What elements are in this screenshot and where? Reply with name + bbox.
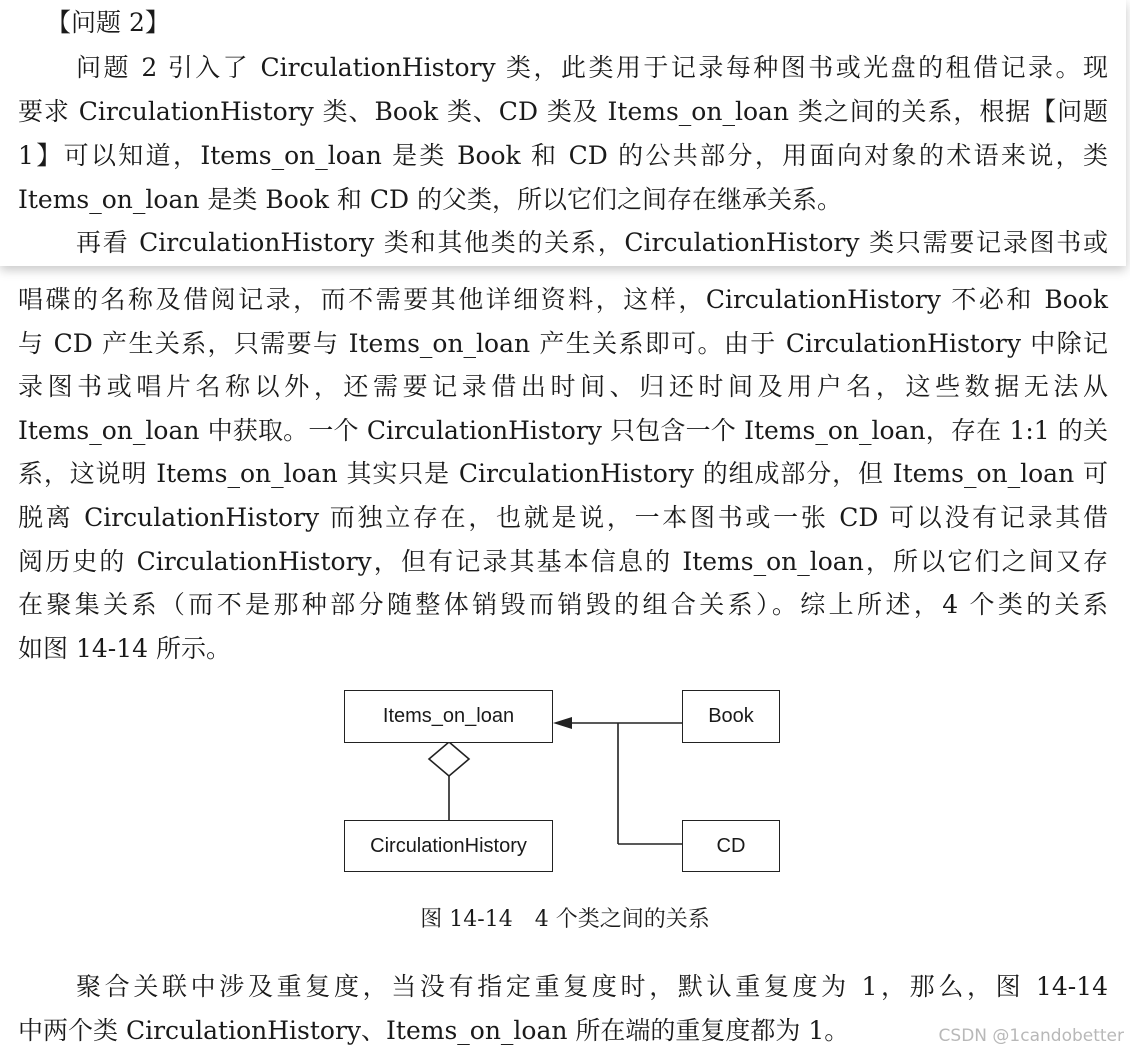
paragraph-line: 阅历史的 CirculationHistory，但有记录其基本信息的 Items_on_loan，所以它们之间又存 xyxy=(18,547,1108,576)
section-heading: 【问题 2】 xyxy=(46,8,170,37)
paragraph-line: 唱碟的名称及借阅记录，而不需要其他详细资料，这样，CirculationHistory 不必和 Book xyxy=(18,285,1108,314)
class-items-on-loan: Items_on_loan xyxy=(344,690,553,743)
paragraph-line: 再看 CirculationHistory 类和其他类的关系，CirculationHistory 类只需要记录图书或 xyxy=(76,228,1108,257)
paragraph-line: 系，这说明 Items_on_loan 其实只是 CirculationHistory 的组成部分，但 Items_on_loan 可 xyxy=(18,459,1108,488)
paragraph-line: 要求 CirculationHistory 类、Book 类、CD 类及 Items_on_loan 类之间的关系，根据【问题 xyxy=(18,97,1108,126)
paragraph-line: 脱离 CirculationHistory 而独立存在，也就是说，一本图书或一张 CD 可以没有记录其借 xyxy=(18,503,1108,532)
paragraph-line: 中两个类 CirculationHistory、Items_on_loan 所在端的重复度都为 1。 xyxy=(18,1016,850,1045)
class-circulation-history: CirculationHistory xyxy=(344,820,553,872)
paragraph-line: 在聚集关系（而不是那种部分随整体销毁而销毁的组合关系）。综上所述，4 个类的关系 xyxy=(18,590,1108,619)
class-book: Book xyxy=(682,690,780,743)
paragraph-line: 聚合关联中涉及重复度，当没有指定重复度时，默认重复度为 1，那么，图 14-14 xyxy=(76,972,1108,1001)
paragraph-line: Items_on_loan 是类 Book 和 CD 的父类，所以它们之间存在继承关系。 xyxy=(18,185,842,214)
class-cd: CD xyxy=(682,820,780,872)
paragraph-line: Items_on_loan 中获取。一个 CirculationHistory 只包含一个 Items_on_loan，存在 1:1 的关 xyxy=(18,416,1108,445)
paragraph-line: 问题 2 引入了 CirculationHistory 类，此类用于记录每种图书或光盘的租借记录。现 xyxy=(76,53,1108,82)
paragraph-line: 与 CD 产生关系，只需要与 Items_on_loan 产生关系即可。由于 CirculationHistory 中除记 xyxy=(18,329,1108,358)
figure-caption: 图 14-14 4 个类之间的关系 xyxy=(420,907,710,932)
generalization-arrowhead xyxy=(553,717,572,729)
aggregation-diamond xyxy=(429,742,469,776)
paragraph-line: 1】可以知道，Items_on_loan 是类 Book 和 CD 的公共部分，用面向对象的术语来说，类 xyxy=(18,141,1108,170)
watermark: CSDN @1candobetter xyxy=(938,1026,1124,1046)
paragraph-line: 如图 14-14 所示。 xyxy=(18,634,231,663)
highlighted-excerpt xyxy=(0,0,1126,266)
class-diagram xyxy=(0,680,1130,880)
paragraph-line: 录图书或唱片名称以外，还需要记录借出时间、归还时间及用户名，这些数据无法从 xyxy=(18,372,1108,401)
diagram-connectors xyxy=(0,680,1130,880)
